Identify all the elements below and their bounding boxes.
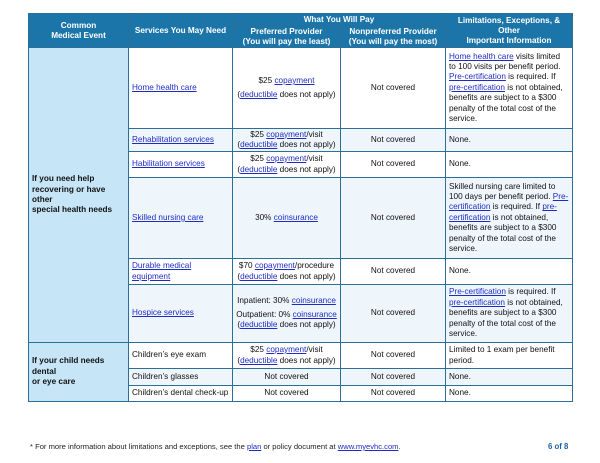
header-services: Services You May Need <box>129 14 233 48</box>
footnote-text: . <box>398 442 401 451</box>
preferred-cell: $70 copayment/procedure (deductible does not apply) <box>233 259 341 285</box>
deductible-link[interactable]: deductible <box>240 89 278 99</box>
header-text: (You will pay the most) <box>348 36 438 46</box>
preferred-cell: $25 copayment/visit (deductible does not apply) <box>233 129 341 152</box>
header-preferred-provider <box>233 26 341 48</box>
limitations-cell <box>446 178 573 259</box>
limitation-text: is required. If <box>490 202 543 212</box>
amount-suffix: /visit <box>306 345 323 355</box>
nonpreferred-cell: Not covered <box>341 178 446 259</box>
website-link[interactable]: www.myevhc.com <box>337 442 399 451</box>
service-cell <box>129 285 233 343</box>
preferred-cell: $25 copayment/visit (deductible does not apply) <box>233 343 341 369</box>
header-what-you-will-pay: What You Will Pay <box>233 14 446 26</box>
amount: $25 <box>250 129 264 139</box>
copayment-link[interactable]: copayment <box>254 261 295 271</box>
nonpreferred-cell: Not covered <box>341 129 446 152</box>
nonpreferred-cell: Not covered <box>341 259 446 285</box>
amount-suffix: /visit <box>306 154 323 164</box>
header-text: Limitations, Exceptions, & Other <box>457 15 561 35</box>
deductible-link[interactable]: deductible <box>240 271 278 281</box>
limitations-cell <box>446 48 573 129</box>
limitations-cell: None. <box>446 369 573 386</box>
event-special-health-needs <box>29 48 129 343</box>
pre-certification-link[interactable]: Pre-certification <box>449 72 506 82</box>
service-link-hospice[interactable]: Hospice services <box>132 308 194 318</box>
nonpreferred-cell: Not covered <box>341 386 446 402</box>
service-cell <box>129 129 233 152</box>
service-cell: Children’s glasses <box>129 369 233 386</box>
header-text: Preferred Provider <box>250 26 323 36</box>
preferred-cell: $25 copayment (deductible does not apply) <box>233 48 341 129</box>
amount: $25 <box>250 345 264 355</box>
service-cell <box>129 259 233 285</box>
nonpreferred-cell: Not covered <box>341 48 446 129</box>
footnote-text: or policy document at <box>261 442 338 451</box>
nonpreferred-cell: Not covered <box>341 152 446 178</box>
preferred-cell: Not covered <box>233 386 341 402</box>
service-cell: Children’s dental check-up <box>129 386 233 402</box>
amount-suffix: /procedure <box>294 261 335 271</box>
coinsurance-link[interactable]: coinsurance <box>292 309 337 319</box>
preferred-cell <box>233 178 341 259</box>
limitations-cell: None. <box>446 152 573 178</box>
pre-certification-link[interactable]: pre-certification <box>449 202 557 222</box>
footnote <box>30 442 401 451</box>
pre-certification-link[interactable]: Pre-certification <box>449 191 569 212</box>
service-cell <box>129 178 233 259</box>
nonpreferred-cell: Not covered <box>341 343 446 369</box>
limitations-cell <box>446 285 573 343</box>
amount: $25 <box>250 154 264 164</box>
header-common-medical-event <box>29 14 129 48</box>
deductible-note: does not apply) <box>277 320 336 330</box>
pre-certification-link[interactable]: Pre-certification <box>449 287 506 297</box>
amount: $25 <box>258 76 273 86</box>
copayment-link[interactable]: copayment <box>266 154 307 164</box>
deductible-link[interactable]: deductible <box>240 320 278 330</box>
table-row <box>29 48 573 129</box>
header-text: Medical Event <box>51 30 106 40</box>
limitations-cell: None. <box>446 259 573 285</box>
deductible-link[interactable]: deductible <box>240 355 278 365</box>
coverage-table <box>28 13 573 402</box>
service-cell <box>129 152 233 178</box>
nonpreferred-cell: Not covered <box>341 369 446 386</box>
copayment-link[interactable]: copayment <box>274 76 315 86</box>
event-label: If you need help <box>32 174 95 184</box>
amount: 30% <box>255 212 272 222</box>
limitation-text: Skilled nursing care limited to 100 days per benefit period. <box>449 181 556 201</box>
deductible-note: does not apply) <box>277 164 336 174</box>
amount-suffix: /visit <box>306 129 323 139</box>
header-text: Important Information <box>466 35 552 45</box>
home-health-care-link[interactable]: Home health care <box>449 51 514 61</box>
header-limitations <box>446 14 573 48</box>
header-text: (You will pay the least) <box>242 36 331 46</box>
nonpreferred-cell: Not covered <box>341 285 446 343</box>
service-cell: Children’s eye exam <box>129 343 233 369</box>
service-cell <box>129 48 233 129</box>
service-link-home-health-care[interactable]: Home health care <box>132 82 197 92</box>
deductible-note: does not apply) <box>277 89 336 99</box>
copayment-link[interactable]: copayment <box>266 345 307 355</box>
limitation-text: is not obtained, benefits are subject to a $300 penalty of the total cost of the service. <box>449 297 563 339</box>
header-text: Nonpreferred Provider <box>349 26 437 36</box>
header-nonpreferred-provider <box>341 26 446 48</box>
event-label: If your child needs dental <box>32 356 105 376</box>
limitation-text: is required. If <box>505 287 556 297</box>
limitation-text: visits limited to 100 visits per benefit period. <box>449 51 561 71</box>
pre-certification-link[interactable]: pre-certification <box>449 297 505 307</box>
service-link-rehabilitation[interactable]: Rehabilitation services <box>132 134 214 144</box>
footnote-text: * For more information about limitations and exceptions, see the <box>30 442 247 451</box>
pre-certification-link[interactable]: pre-certification <box>449 82 505 92</box>
page-number: 6 of 8 <box>548 442 569 451</box>
preferred-cell: Inpatient: 30% coinsurance Outpatient: 0% coinsurance (deductible does not apply) <box>233 285 341 343</box>
deductible-link[interactable]: deductible <box>240 140 278 149</box>
plan-link[interactable]: plan <box>246 442 262 451</box>
event-label: special health needs <box>32 205 113 215</box>
preferred-cell: Not covered <box>233 369 341 386</box>
service-link-durable-medical-equipment[interactable]: Durable medical equipment <box>132 261 192 281</box>
amount: $70 <box>238 261 253 271</box>
deductible-note: does not apply) <box>277 140 336 149</box>
limitation-text: is required. If <box>505 72 556 82</box>
limitations-cell: None. <box>446 386 573 402</box>
copayment-link[interactable]: copayment <box>266 129 307 139</box>
deductible-note: does not apply) <box>277 271 336 281</box>
coinsurance-link[interactable]: coinsurance <box>291 296 336 306</box>
limitations-cell: None. <box>446 129 573 152</box>
service-link-habilitation[interactable]: Habilitation services <box>132 159 205 169</box>
table-row <box>29 343 573 369</box>
inpatient-amount: Inpatient: 30% <box>237 296 290 306</box>
event-label: recovering or have other <box>32 184 106 204</box>
deductible-link[interactable]: deductible <box>240 164 278 174</box>
preferred-cell: $25 copayment/visit (deductible does not apply) <box>233 152 341 178</box>
limitation-text: is not obtained, benefits are subject to a $300 penalty of the total cost of the service. <box>449 82 563 124</box>
header-text: Common <box>60 20 97 30</box>
event-child-dental-eye <box>29 343 129 402</box>
event-label: or eye care <box>32 377 76 387</box>
limitations-cell: Limited to 1 exam per benefit period. <box>446 343 573 369</box>
deductible-note: does not apply) <box>277 355 336 365</box>
coinsurance-link[interactable]: coinsurance <box>273 212 318 222</box>
outpatient-amount: Outpatient: 0% <box>236 309 291 319</box>
limitation-text: is not obtained, benefits are subject to a $300 penalty of the total cost of the service. <box>449 212 557 254</box>
service-link-skilled-nursing[interactable]: Skilled nursing care <box>132 212 204 222</box>
